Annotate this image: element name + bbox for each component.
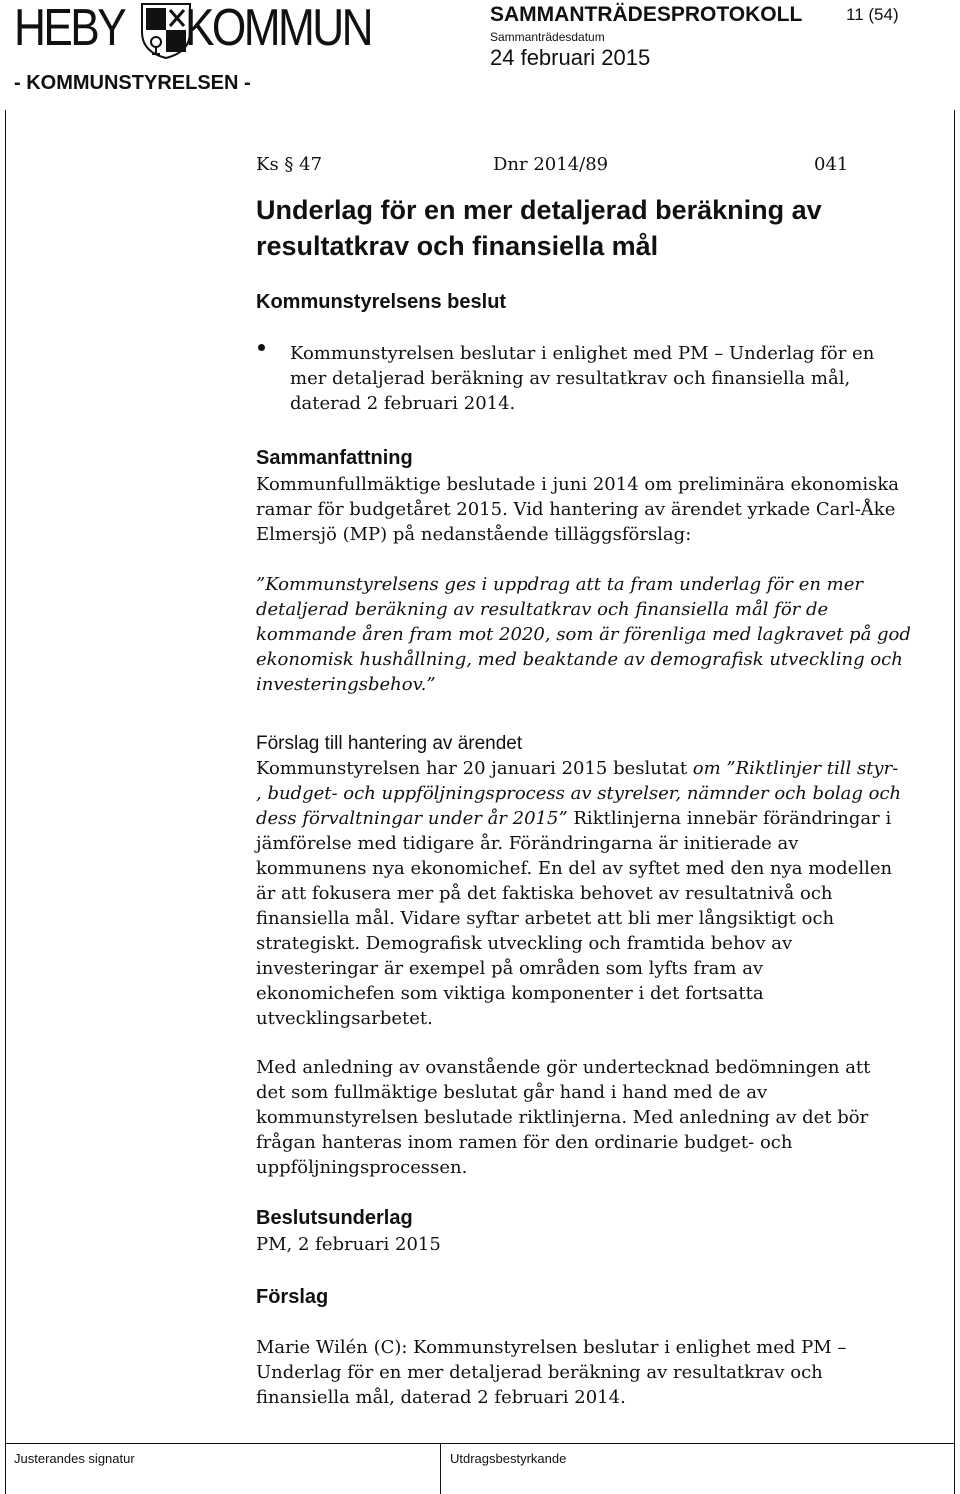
assessment-line-3: kommunstyrelsen beslutade riktlinjerna. Med anledning av det bör <box>256 1107 869 1128</box>
handling-line-3 <box>256 806 891 831</box>
proposal-line-3: finansiella mål, daterad 2 februari 2014. <box>256 1387 626 1408</box>
footer-divider <box>5 1443 955 1444</box>
title-line-1: Underlag för en mer detaljerad beräkning av <box>256 195 822 225</box>
decision-line-3: daterad 2 februari 2014. <box>290 393 516 414</box>
handling-line-1-plain: Kommunstyrelsen har 20 januari 2015 beslutat <box>256 758 693 779</box>
footer-signature-label: Justerandes signatur <box>14 1451 135 1466</box>
summary-line-1: Kommunfullmäktige beslutade i juni 2014 om preliminära ekonomiska <box>256 474 900 495</box>
decision-heading: Kommunstyrelsens beslut <box>256 291 507 313</box>
handling-line-7: finansiella mål. Vidare syftar arbetet att bli mer långsiktigt och <box>256 908 835 929</box>
handling-line-11: utvecklingsarbetet. <box>256 1008 433 1029</box>
meeting-date: 24 februari 2015 <box>490 45 651 70</box>
title-line-2: resultatkrav och finansiella mål <box>256 231 659 261</box>
handling-line-3-italic: dess förvaltningar under år 2015” <box>256 808 568 829</box>
logo-text-heby: HEBY <box>14 0 125 57</box>
case-dnr: Dnr 2014/89 <box>493 154 609 175</box>
handling-line-6: är att fokusera mer på det faktiska behovet av resultatnivå och <box>256 883 833 904</box>
assessment-line-4: frågan hanteras inom ramen för den ordinarie budget- och <box>256 1132 793 1153</box>
right-margin-line <box>954 110 955 1494</box>
proposal-line-1: Marie Wilén (C): Kommunstyrelsen beslutar i enlighet med PM – <box>256 1337 847 1358</box>
quote-line-5: investeringsbehov.” <box>256 674 436 695</box>
logo-text-kommun: KOMMUN <box>185 0 372 57</box>
handling-line-10: ekonomichefen som viktiga komponenter i det fortsatta <box>256 983 764 1004</box>
bullet-icon <box>258 344 265 351</box>
assessment-line-2: det som fullmäktige beslutat går hand i hand med de av <box>256 1082 768 1103</box>
proposal-heading: Förslag <box>256 1286 329 1308</box>
handling-line-9: investeringar är exempel på områden som lyfts fram av <box>256 958 764 979</box>
footer-certification-label: Utdragsbestyrkande <box>450 1451 567 1466</box>
page-title <box>256 192 822 264</box>
decision-line-2: mer detaljerad beräkning av resultatkrav och finansiella mål, <box>290 368 851 389</box>
basis-text: PM, 2 februari 2015 <box>256 1234 441 1255</box>
handling-line-1 <box>256 756 898 781</box>
handling-line-2: , budget- och uppföljningsprocess av styrelser, nämnder och bolag och <box>256 783 902 804</box>
quote-line-4: ekonomisk hushållning, med beaktande av demografisk utveckling och <box>256 649 903 670</box>
quote-line-1: ”Kommunstyrelsens ges i uppdrag att ta fram underlag för en mer <box>256 574 863 595</box>
left-margin-line <box>5 110 6 1494</box>
proposal-line-2: Underlag för en mer detaljerad beräkning av resultatkrav och <box>256 1362 823 1383</box>
footer-separator <box>440 1443 441 1494</box>
case-ks: Ks § 47 <box>256 154 323 175</box>
handling-heading: Förslag till hantering av ärendet <box>256 733 523 754</box>
handling-line-4: jämförelse med tidigare år. Förändringarna är initierade av <box>256 833 799 854</box>
protocol-title: SAMMANTRÄDESPROTOKOLL <box>490 3 803 26</box>
assessment-line-5: uppföljningsprocessen. <box>256 1157 468 1178</box>
quote-line-2: detaljerad beräkning av resultatkrav och finansiella mål för de <box>256 599 829 620</box>
org-subtitle: - KOMMUNSTYRELSEN - <box>14 72 251 94</box>
case-code: 041 <box>814 154 849 175</box>
summary-line-2: ramar för budgetåret 2015. Vid hantering av ärendet yrkade Carl-Åke <box>256 499 896 520</box>
handling-line-5: kommunens nya ekonomichef. En del av syftet med den nya modellen <box>256 858 893 879</box>
assessment-line-1: Med anledning av ovanstående gör undertecknad bedömningen att <box>256 1057 871 1078</box>
summary-heading: Sammanfattning <box>256 447 413 469</box>
decision-line-1: Kommunstyrelsen beslutar i enlighet med PM – Underlag för en <box>290 343 875 364</box>
meeting-date-label: Sammanträdesdatum <box>490 30 605 44</box>
page-number: 11 (54) <box>846 5 899 24</box>
summary-line-3: Elmersjö (MP) på nedanstående tilläggsförslag: <box>256 524 692 545</box>
quote-line-3: kommande åren fram mot 2020, som är förenliga med lagkravet på god <box>256 624 911 645</box>
basis-heading: Beslutsunderlag <box>256 1207 413 1229</box>
handling-line-1-italic: om ”Riktlinjer till styr- <box>692 758 899 779</box>
handling-line-3-plain: Riktlinjerna innebär förändringar i <box>567 808 892 829</box>
handling-line-8: strategiskt. Demografisk utveckling och framtida behov av <box>256 933 793 954</box>
